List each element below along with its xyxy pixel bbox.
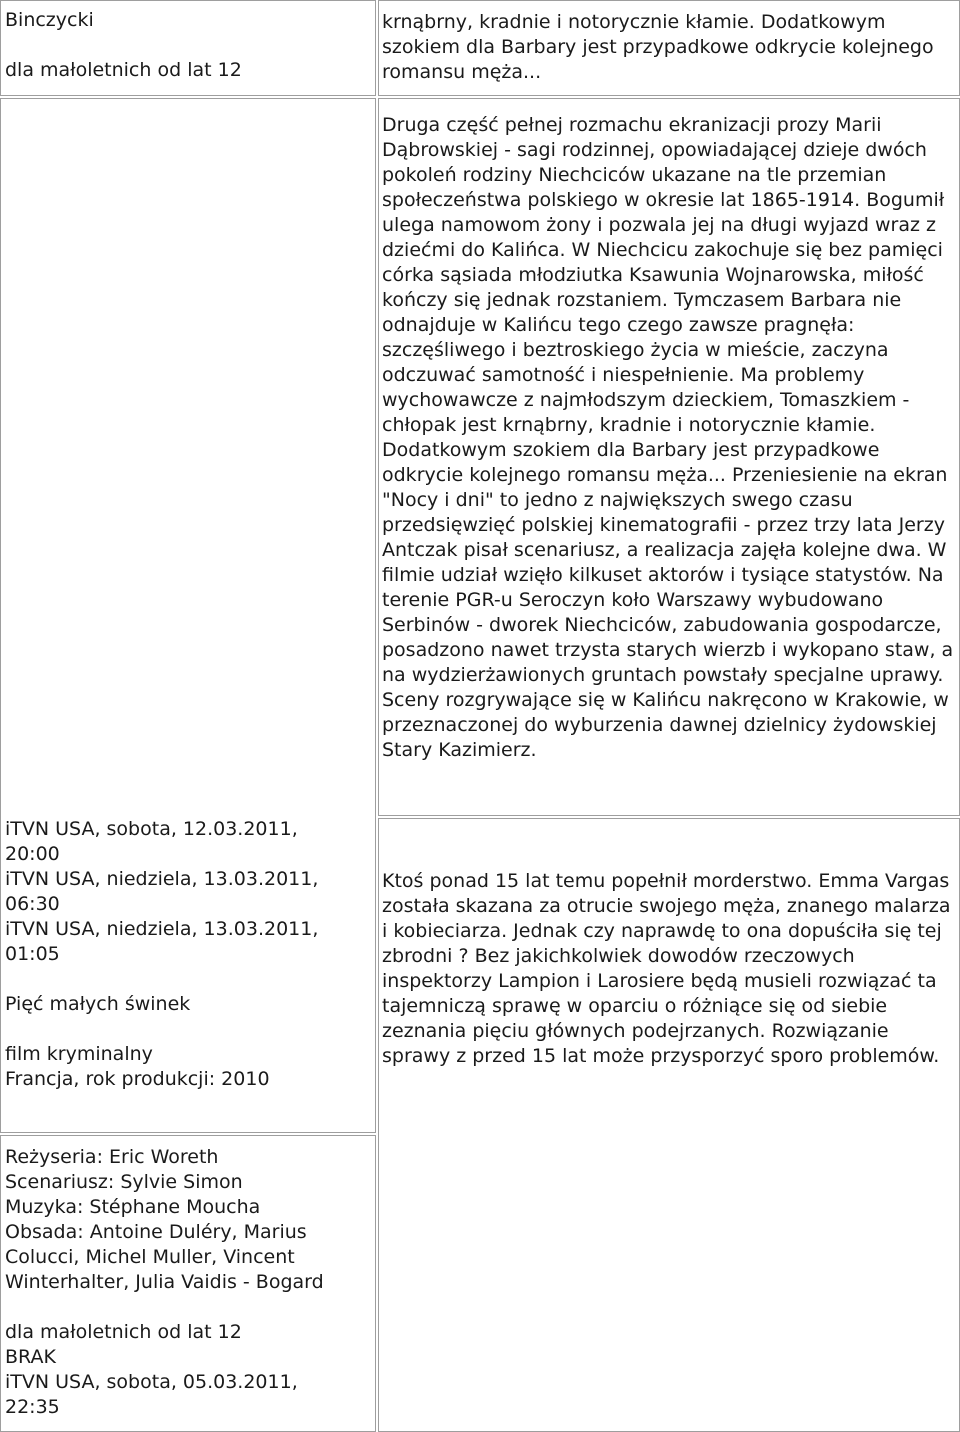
prev-entry-description: Druga część pełnej rozmachu ekranizacji prozy Marii Dąbrowskiej - sagi rodzinnej, opowiadającej dzieje dwóch pokoleń rodziny Niechciców ukazane na tle przemian społeczeństwa polskiego w okresie lat 1865-1914. Bogumił ulega namowom żony i pozwala jej na długi wyjazd wraz z dziećmi do Kalińca. W Niechcicu zakochuje się bez pamięci córka sąsiada młodziutka Ksawunia Wojnarowska, miłość kończy się jednak rozstaniem. Tymczasem Barbara nie odnajduje w Kalińcu tego czego zawsze pragnęła: szczęśliwego i beztroskiego życia w mieście, zaczyna odczuwać samotność i niespełnienie. Ma problemy wychowawcze z najmłodszym dzieckiem, Tomaszkiem - chłopak jest krnąbrny, kradnie i notorycznie kłamie. Dodatkowym szokiem dla Barbary jest przypadkowe odkrycie kolejnego romansu męża... Przeniesienie na ekran "Nocy i dni" to jedno z największych swego czasu przedsięwzięć polskiej kinematografii - przez trzy lata Jerzy Antczak pisał scenariusz, a realizacja zajęła kolejne dwa. W filmie udział wzięło kilkuset aktorów i tysiące statystów. Na terenie PGR-u Seroczyn koło Warszawy wybudowano Serbinów - dworek Niechciców, zabudowania gospodarcze, posadzono nawet trzysta starych wierzb i wykopano staw, a na wydzierżawionych gruntach powstały specjalne uprawy. Sceny rozgrywające się w Kalińcu nakręcono w Krakowie, w przeznaczonej do wyburzenia dawnej dzielnicy żydowskiej Stary Kazimierz. [382, 114, 954, 761]
airing-2-channel-date: iTVN USA, niedziela, 13.03.2011, [5, 868, 319, 890]
credit-director: Reżyseria: Eric Woreth [5, 1146, 219, 1168]
entry-synopsis-cell [378, 818, 960, 1432]
prev-entry-title-tail: Binczycki [5, 9, 94, 31]
credit-music: Muzyka: Stéphane Moucha [5, 1196, 261, 1218]
airing-1-time: 20:00 [5, 843, 60, 865]
credit-cast: Obsada: Antoine Duléry, Marius Colucci, Michel Muller, Vincent Winterhalter, Julia Vaidis - Bogard [5, 1221, 324, 1293]
airing-1-channel-date: iTVN USA, sobota, 12.03.2011, [5, 818, 298, 840]
credit-writer: Scenariusz: Sylvie Simon [5, 1171, 243, 1193]
prev-entry-age-rating: dla małoletnich od lat 12 [5, 59, 242, 81]
prev-entry-meta-cell [0, 0, 376, 96]
entry-country-year: Francja, rok produkcji: 2010 [5, 1068, 270, 1090]
prev-entry-synopsis-tail-cell [378, 0, 960, 96]
entry-info-cell [0, 98, 376, 1133]
next-airing-channel-date: iTVN USA, sobota, 05.03.2011, [5, 1371, 298, 1393]
airing-3-channel-date: iTVN USA, niedziela, 13.03.2011, [5, 918, 319, 940]
entry-synopsis: Ktoś ponad 15 lat temu popełnił morderstwo. Emma Vargas została skazana za otrucie swojego męża, znanego malarza i kobieciarza. Jednak czy naprawdę to ona dopuściła się tej zbrodni ? Bez jakichkolwiek dowodów rzeczowych inspektorzy Lampion i Larosiere będą musieli rozwiązać ta tajemniczą sprawę w oparciu o różniące się od siebie zeznania pięciu głównych podejrzanych. Rozwiązanie sprawy z przed 15 lat może przysporzyć sporo problemów. [382, 870, 951, 1067]
next-airing-time: 22:35 [5, 1396, 60, 1418]
entry-age-rating: dla małoletnich od lat 12 [5, 1321, 242, 1343]
entry-credits-cell [0, 1135, 376, 1432]
entry-genre: film kryminalny [5, 1043, 153, 1065]
entry-status: BRAK [5, 1346, 56, 1368]
airing-3-time: 01:05 [5, 943, 60, 965]
prev-entry-synopsis-tail: krnąbrny, kradnie i notorycznie kłamie. Dodatkowym szokiem dla Barbary jest przypadkowe odkrycie kolejnego romansu męża... [382, 11, 934, 83]
prev-entry-description-cell [378, 98, 960, 816]
entry-title: Pięć małych świnek [5, 993, 191, 1015]
airing-2-time: 06:30 [5, 893, 60, 915]
